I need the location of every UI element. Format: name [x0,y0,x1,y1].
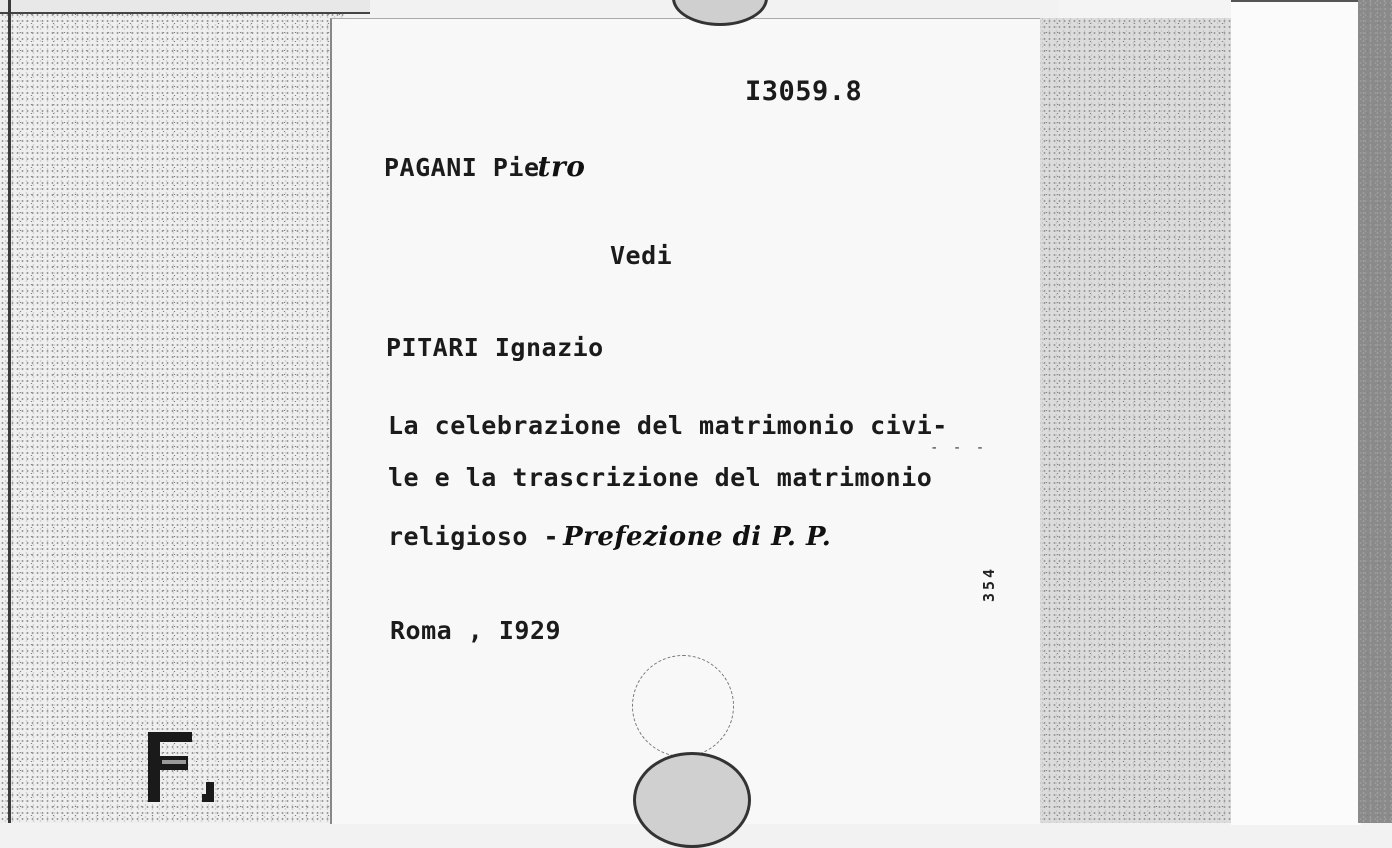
archive-stamp-icon [146,724,226,814]
person-name [384,150,585,183]
side-number: 354 [980,565,998,602]
subject-line-3 [388,522,831,552]
right-divider-card [1036,18,1234,823]
punch-hole-outline [632,655,734,757]
subject-line-2: le e la trascrizione del matrimonio [388,463,933,492]
punch-hole-bottom [633,752,751,848]
left-top-edge [0,0,370,14]
far-right-edge [1358,0,1392,823]
left-background-card [0,0,345,823]
place-date: Roma , I929 [390,616,562,645]
subject-line-1: La celebrazione del matrimonio civi- [388,411,948,440]
underline-dashes: - - - [930,440,988,456]
see-label: Vedi [610,241,673,270]
subject-line-3-typed: religioso - [388,522,560,551]
person-name-typed: PAGANI Pie [384,153,540,182]
person-name-handwritten: tro [537,150,586,183]
right-background-card [1231,0,1361,825]
card-number: I3059.8 [745,76,863,107]
left-card-edge [8,0,11,823]
reference-name: PITARI Ignazio [386,333,604,362]
subject-handwritten-note: Prefezione di P. P. [563,522,832,552]
